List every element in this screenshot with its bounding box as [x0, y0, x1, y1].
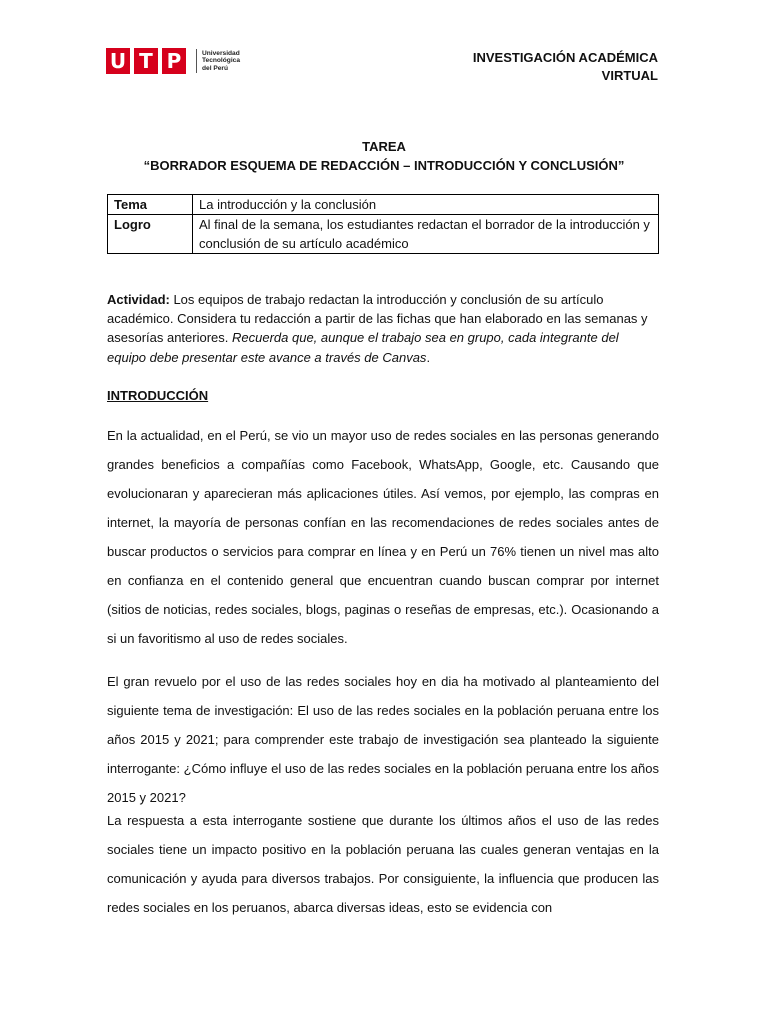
logo-text-line: Tecnológica — [202, 57, 240, 65]
logo-letter-t: T — [134, 48, 158, 74]
activity-italic-note: Recuerda que, aunque el trabajo sea en grupo, cada integrante del equipo debe presentar este avance a través de Canvas — [107, 330, 619, 365]
table-value-tema: La introducción y la conclusión — [193, 195, 659, 215]
introduction-paragraph-3: La respuesta a esta interrogante sostiene que durante los últimos años el uso de las redes sociales tiene un impacto positivo en la población peruana las cuales generan ventajas en la comunicación y ayuda para diversos trabajos. Por consiguiente, la influencia que producen las redes sociales en los peruanos, abarca diversas ideas, esto se evidencia con — [107, 813, 659, 915]
info-table — [107, 194, 659, 254]
logo-university-name — [202, 50, 240, 72]
logo-text-line: del Perú — [202, 64, 229, 72]
table-row — [108, 195, 659, 215]
course-header-line2: VIRTUAL — [601, 68, 658, 83]
table-label-logro: Logro — [108, 215, 193, 254]
table-row — [108, 215, 659, 254]
activity-end: . — [426, 349, 431, 365]
logo-letter-u: U — [106, 48, 130, 74]
activity-label: Actividad: — [107, 292, 170, 307]
introduction-paragraph-1: En la actualidad, en el Perú, se vio un mayor uso de redes sociales en las personas generando grandes beneficios a compañías como Facebook, WhatsApp, Google, etc. Causando que evolucionaran y aparecieran más aplicaciones útiles. Así vemos, por ejemplo, las compras en internet, la mayoría de personas confían en las recomendaciones de redes sociales antes de buscar productos o servicios para comprar en línea y en Perú un 76% tienen un nivel mas alto en confianza en el contenido general que encuentran cuando buscan comprar por internet (sitios de noticias, redes sociales, blogs, paginas o reseñas de empresas, etc.). Ocasionando a si un favoritismo al uso de redes sociales. — [107, 428, 659, 646]
activity-text: Los equipos de trabajo redactan la introducción y conclusión de su artículo académico. Considera tu redacción a partir de las fichas que han elaborado en las semanas y asesorías anteriores. — [107, 292, 648, 346]
introduction-paragraph-2: El gran revuelo por el uso de las redes sociales hoy en dia ha motivado al planteamiento del siguiente tema de investigación: El uso de las redes sociales en la población peruana entre los años 2015 y 2021; para comprender este trabajo de investigación sea planteado la siguiente interrogante: ¿Cómo influye el uso de las redes sociales en la población peruana entre los años 2015 y 2021? — [107, 674, 659, 805]
title-line1: TAREA — [362, 139, 406, 154]
activity-paragraph — [107, 290, 659, 367]
course-header-line1: INVESTIGACIÓN ACADÉMICA — [472, 50, 658, 65]
assignment-title — [0, 137, 768, 175]
logo-divider — [196, 49, 197, 73]
logo-letter-p: P — [162, 48, 186, 74]
utp-logo — [106, 48, 240, 74]
title-line2: “BORRADOR ESQUEMA DE REDACCIÓN – INTRODUCCIÓN Y CONCLUSIÓN” — [143, 158, 625, 173]
logo-text-line: Universidad — [202, 49, 240, 57]
course-header — [473, 49, 658, 85]
table-label-tema: Tema — [108, 195, 193, 215]
table-value-logro: Al final de la semana, los estudiantes redactan el borrador de la introducción y conclusión de su artículo académico — [193, 215, 659, 254]
introduction-heading: INTRODUCCIÓN — [107, 388, 209, 403]
